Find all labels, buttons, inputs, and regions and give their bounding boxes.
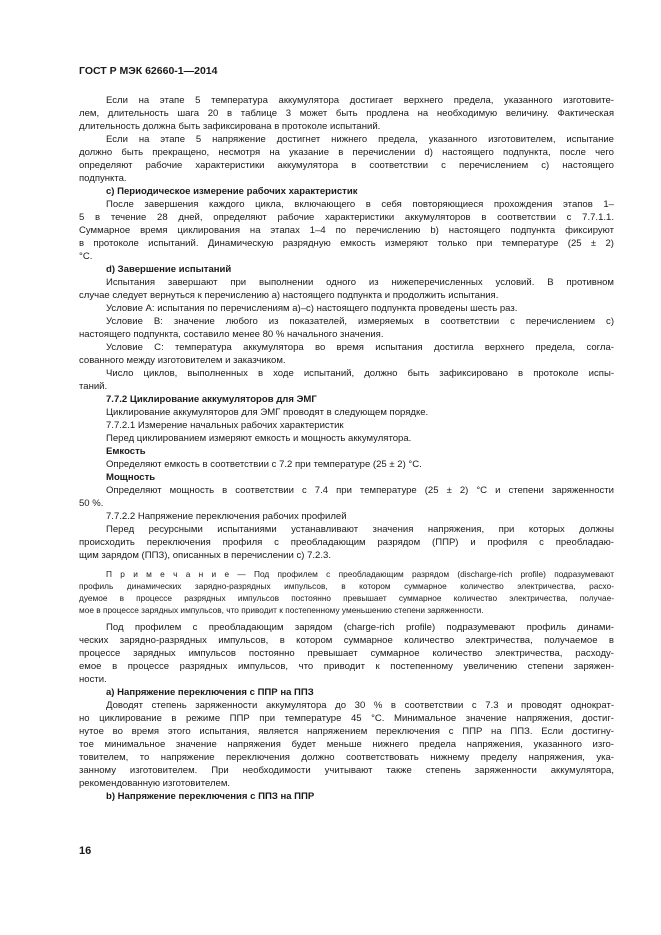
body-line: Условие B: значение любого из показателей, измеряемых в соответствии с перечислением с) — [106, 316, 614, 327]
body-line: рекомендованную изготовителем. — [79, 778, 231, 789]
body-line: нутое во время этого испытания, является напряжением переключения с ППР на ППЗ. Если достигну- — [79, 726, 614, 737]
body-line: Условие C: температура аккумулятора во время испытания достигла верхнего предела, согла- — [106, 342, 614, 353]
body-line: Перед ресурсными испытаниями устанавливают значения напряжения, при которых должны — [106, 524, 614, 535]
body-line: Определяют мощность в соответствии с 7.4 при температуре (25 ± 2) °C и степени заряженности — [106, 485, 614, 496]
body-line: 5 в течение 28 дней, определяют рабочие характеристики аккумуляторов в соответствии с 7.7.1.1. — [79, 212, 614, 223]
page-number: 16 — [79, 845, 92, 857]
body-line: Суммарное время циклирования на этапах 1–4 по перечислению b) настоящего подпункта фиксируют — [79, 225, 614, 236]
body-line: тое минимальное значение напряжения будет меньше нижнего предела напряжения, указанного изго- — [79, 739, 614, 750]
body-line: лем, длительность шага 20 в таблице 3 может быть продлена на необходимую величину. Фактическая — [79, 108, 614, 119]
body-line: 7.7.2.1 Измерение начальных рабочих характеристик — [106, 420, 344, 431]
body-line: 50 %. — [79, 498, 104, 509]
body-line: емое в процессе разрядных импульсов, что приводит к постепенному увеличению степени заряжен- — [79, 661, 614, 672]
body-line: Число циклов, выполненных в ходе испытаний, должно быть зафиксировано в протоколе испы- — [106, 368, 614, 379]
body-line: щим зарядом (ППЗ), описанных в перечислении с) 7.2.3. — [79, 550, 331, 561]
body-line: сованного между изготовителем и заказчиком. — [79, 355, 286, 366]
note-line: П р и м е ч а н и е — Под профилем с преобладающим разрядом (discharge-rich profile) подразумевают — [106, 569, 614, 579]
body-line: должно быть прекращено, несмотря на указание в перечислении d) настоящего подпункта, после чего — [79, 147, 614, 158]
body-line: Испытания завершают при выполнении одного из нижеперечисленных условий. В противном — [106, 277, 614, 288]
body-line: в протоколе испытаний. Динамическую разрядную емкость измеряют только при температуре (25 ± 2) — [79, 238, 614, 249]
body-line: Если на этапе 5 температура аккумулятора достигает верхнего предела, указанного изготовите- — [106, 95, 614, 106]
body-line: ности. — [79, 674, 107, 685]
section-heading: Мощность — [106, 472, 156, 483]
body-line: ческих зарядно-разрядных импульсов, в котором суммарное количество электричества, получаемое в — [79, 635, 614, 646]
section-heading: Емкость — [106, 446, 146, 457]
note-line: дуемое в процессе разрядных импульсов постоянно превышает суммарное количество электричества, получае- — [79, 593, 614, 603]
body-line: Условие А: испытания по перечислениям а)–с) настоящего подпункта проведены шесть раз. — [106, 303, 518, 314]
body-line: но циклирование в режиме ППР при температуре 45 °C. Минимальное значение напряжения, достиг- — [79, 713, 614, 724]
body-line: таний. — [79, 381, 108, 392]
body-line: подпункта. — [79, 173, 127, 184]
body-line: После завершения каждого цикла, включающего в себя повторяющиеся прохождения этапов 1– — [106, 199, 614, 210]
body-line: Циклирование аккумуляторов для ЭМГ проводят в следующем порядке. — [106, 407, 429, 418]
section-heading: a) Напряжение переключения с ППР на ППЗ — [106, 687, 314, 698]
section-heading: 7.7.2 Циклирование аккумуляторов для ЭМГ — [106, 394, 317, 405]
note-line: профиль динамических зарядно-разрядных импульсов, в котором суммарное количество электричества, расхо- — [79, 581, 614, 591]
body-line: настоящего подпункта, составило менее 80 % начального значения. — [79, 329, 384, 340]
body-line: длительность должна быть зафиксирована в протоколе испытаний. — [79, 121, 381, 132]
body-line: определяют рабочие характеристики аккумулятора в соответствии с перечислением c) настоящего — [79, 160, 614, 171]
section-heading: с) Периодическое измерение рабочих характеристик — [106, 186, 358, 197]
body-line: Перед циклированием измеряют емкость и мощность аккумулятора. — [106, 433, 412, 444]
body-line: товителем, то напряжение переключения должно соответствовать нижнему пределу напряжения, ука- — [79, 752, 614, 763]
document-header: ГОСТ Р МЭК 62660-1—2014 — [79, 65, 218, 77]
body-line: происходить переключения профиля с преобладающим разрядом (ППР) и профиля с преобладаю- — [79, 537, 614, 548]
section-heading: b) Напряжение переключения с ППЗ на ППР — [106, 791, 315, 802]
section-heading: d) Завершение испытаний — [106, 264, 232, 275]
body-line: Определяют емкость в соответствии с 7.2 при температуре (25 ± 2) °C. — [106, 459, 422, 470]
body-line: Если на этапе 5 напряжение достигнет нижнего предела, указанного изготовителем, испытание — [106, 134, 614, 145]
body-line: Доводят степень заряженности аккумулятора до 30 % в соответствии с 7.3 и проводят однократ- — [106, 700, 614, 711]
body-line: процессе зарядных импульсов постоянно превышает суммарное количество электричества, расходу- — [79, 648, 614, 659]
note-line: мое в процессе зарядных импульсов, что приводит к постепенному уменьшению степени заряженности. — [79, 605, 484, 615]
body-line: занному изготовителем. При необходимости учитывают также степень заряженности аккумулятора, — [79, 765, 614, 776]
body-line: 7.7.2.2 Напряжение переключения рабочих профилей — [106, 511, 347, 522]
body-line: случае следует вернуться к перечислению а) настоящего подпункта и продолжить испытания. — [79, 290, 499, 301]
body-line: °C. — [79, 251, 93, 262]
body-line: Под профилем с преобладающим зарядом (charge-rich profile) подразумевают профиль динами- — [106, 622, 614, 633]
